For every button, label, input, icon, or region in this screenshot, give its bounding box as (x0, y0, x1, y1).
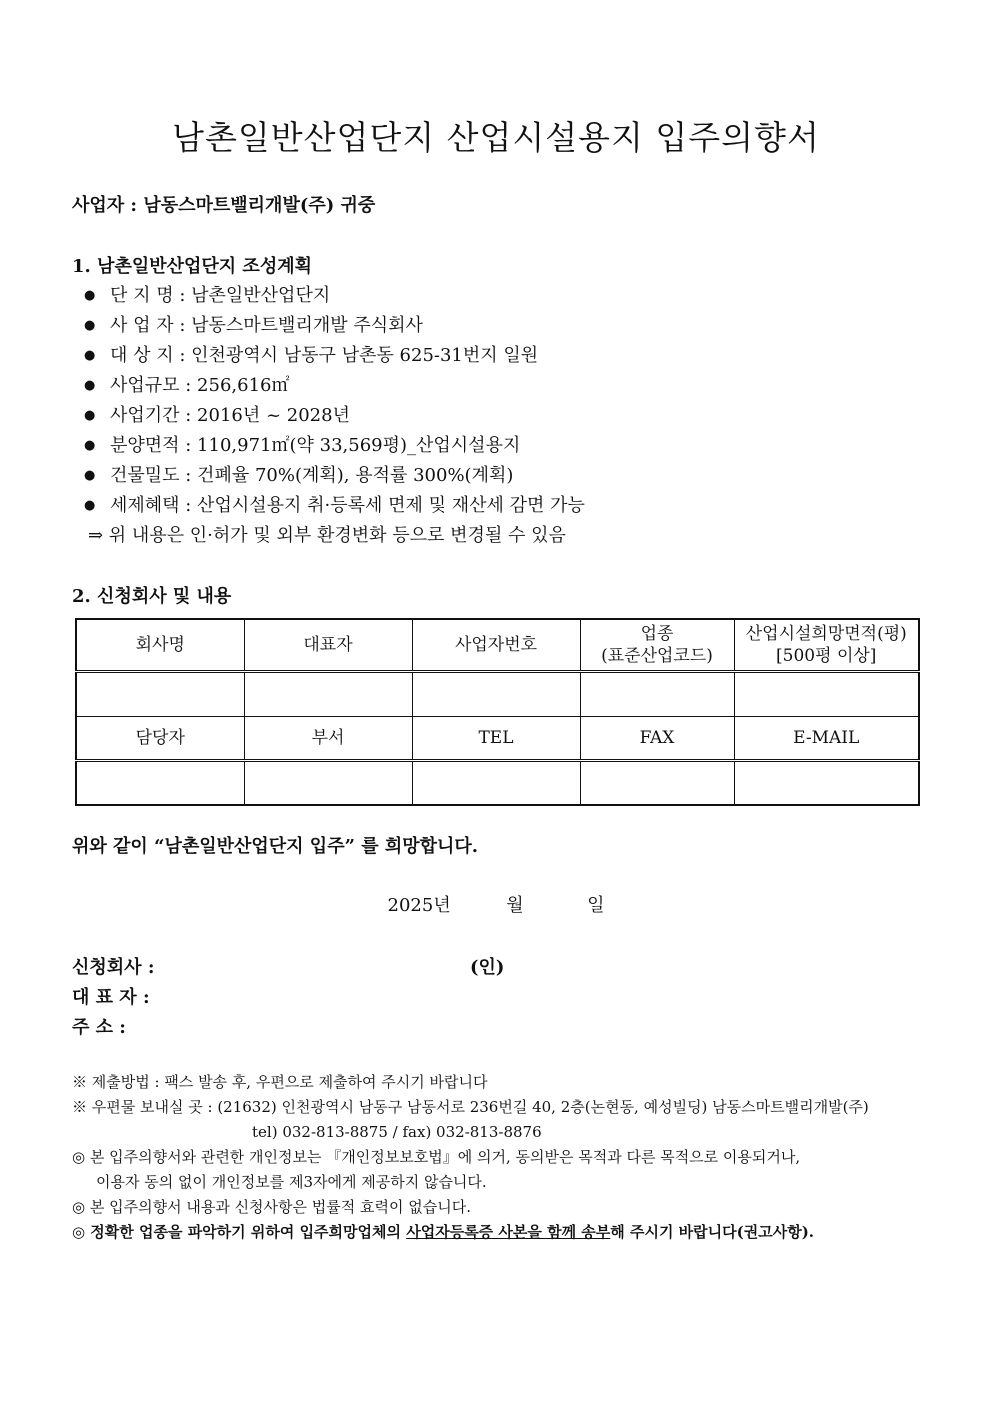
date-day: 일 (587, 895, 605, 916)
bullet-icon: ● (84, 378, 96, 393)
note-submission: ※ 제출방법 : 팩스 발송 후, 우편으로 제출하여 주시기 바랍니다 (72, 1073, 488, 1091)
applicant-company-label: 신청회사 : (72, 957, 155, 978)
department-cell[interactable] (244, 761, 412, 806)
seal-mark: (인) (470, 957, 505, 978)
contact-cell[interactable] (76, 761, 244, 806)
col-header-representative: 대표자 (244, 619, 412, 672)
list-item: ● 대 상 지 : 인천광역시 남동구 남촌동 625-31번지 일원 (84, 341, 585, 371)
section2-heading: 2. 신청회사 및 내용 (72, 586, 232, 607)
area-cell[interactable] (734, 672, 919, 716)
change-note: ⇒ 위 내용은 인·허가 및 외부 환경변화 등으로 변경될 수 있음 (88, 525, 566, 546)
col-header-contact: 담당자 (76, 716, 244, 760)
col-header-area: 산업시설희망면적(평) [500평 이상] (734, 619, 919, 672)
document-title: 남촌일반산업단지 산업시설용지 입주의향서 (172, 118, 820, 157)
list-item: ● 사 업 자 : 남동스마트밸리개발 주식회사 (84, 311, 585, 341)
business-number-cell[interactable] (412, 672, 580, 716)
tel-cell[interactable] (412, 761, 580, 806)
bullet-icon: ● (84, 408, 96, 423)
col-header-tel: TEL (412, 716, 580, 760)
table-row (76, 672, 919, 716)
list-item: ● 세제혜택 : 산업시설용지 취·등록세 면제 및 재산세 감면 가능 (84, 491, 585, 521)
address-label: 주 소 : (72, 1017, 126, 1038)
list-item: ● 사업규모 : 256,616㎡ (84, 371, 585, 401)
plan-list (84, 281, 585, 551)
date-year: 2025년 (387, 895, 451, 916)
bullet-icon: ● (84, 468, 96, 483)
bullet-icon: ● (84, 288, 96, 303)
col-header-email: E-MAIL (734, 716, 919, 760)
date-month: 월 (506, 895, 524, 916)
note-mail-address: ※ 우편물 보내실 곳 : (21632) 인천광역시 남동구 남동서로 236번길 40, 2층(논현동, 예성빌딩) 남동스마트밸리개발(주) (72, 1098, 869, 1116)
email-cell[interactable] (734, 761, 919, 806)
note-privacy: ◎ 본 입주의향서와 관련한 개인정보는 『개인정보보호법』에 의거, 동의받은 목적과 다른 목적으로 이용되거나, (72, 1148, 801, 1166)
section1-heading: 1. 남촌일반산업단지 조성계획 (72, 256, 312, 277)
representative-label: 대 표 자 : (72, 987, 150, 1008)
table-row (76, 761, 919, 806)
fax-cell[interactable] (580, 761, 734, 806)
list-item: ● 사업기간 : 2016년 ~ 2028년 (84, 401, 585, 431)
col-header-company: 회사명 (76, 619, 244, 672)
list-item: ● 건물밀도 : 건폐율 70%(계획), 용적률 300%(계획) (84, 461, 585, 491)
application-table (75, 618, 920, 806)
col-header-industry: 업종 (표준산업코드) (580, 619, 734, 672)
note-legal: ◎ 본 입주의향서 내용과 신청사항은 법률적 효력이 없습니다. (72, 1198, 471, 1216)
date-line (0, 891, 992, 917)
col-header-business-number: 사업자번호 (412, 619, 580, 672)
notes-block (72, 1070, 869, 1245)
bullet-icon: ● (84, 348, 96, 363)
company-cell[interactable] (76, 672, 244, 716)
representative-cell[interactable] (244, 672, 412, 716)
bullet-icon: ● (84, 438, 96, 453)
recipient-line: 사업자 : 남동스마트밸리개발(주) 귀중 (72, 195, 376, 216)
col-header-fax: FAX (580, 716, 734, 760)
note-contact-numbers: tel) 032-813-8875 / fax) 032-813-8876 (252, 1123, 542, 1141)
table-header-row (76, 716, 919, 760)
table-header-row (76, 619, 919, 672)
industry-cell[interactable] (580, 672, 734, 716)
bullet-icon: ● (84, 498, 96, 513)
note-recommendation: ◎ 정확한 업종을 파악하기 위하여 입주희망업체의 사업자등록증 사본을 함께 송부해 주시기 바랍니다(권고사항). (72, 1223, 815, 1241)
wish-statement: 위와 같이 “남촌일반산업단지 입주” 를 희망합니다. (72, 836, 479, 857)
list-item: ● 단 지 명 : 남촌일반산업단지 (84, 281, 585, 311)
col-header-department: 부서 (244, 716, 412, 760)
list-item: ● 분양면적 : 110,971㎡(약 33,569평)_산업시설용지 (84, 431, 585, 461)
bullet-icon: ● (84, 318, 96, 333)
note-privacy-cont: 이용자 동의 없이 개인정보를 제3자에게 제공하지 않습니다. (96, 1173, 487, 1191)
